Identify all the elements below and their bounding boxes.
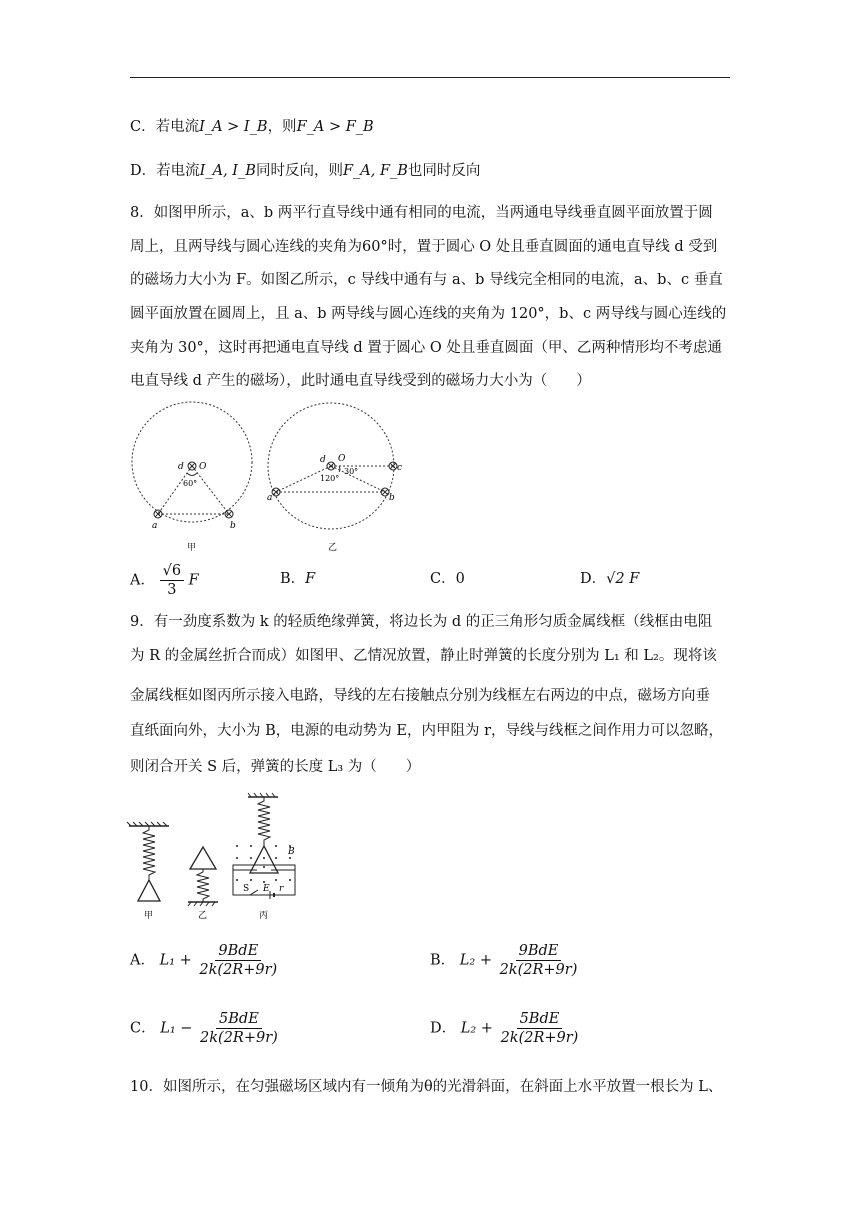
q9-line-3: 金属线框如图丙所示接入电路，导线的左右接触点分别为线框左右两边的中点，磁场方向垂 [130,688,710,704]
q8-line-4: 圆平面放置在圆周上，且 a、b 两导线与圆心连线的夹角为 120°，b、c 两导线与圆心连线的 [130,306,727,322]
q9-option-c: C． L₁ − $\frac{\text{5BdE}}{2k(2R+9r)}$ [130,1010,281,1047]
spring-cap-yi: 乙 [198,911,208,921]
q8-option-a-fraction: $\frac{√6}{3}$ [160,562,184,599]
wire-b-symbol-yi [381,488,389,496]
q9-option-a-fraction: $\frac{\text{9BdE}}{2k(2R+9r)}$ [199,943,278,978]
wire-d-symbol [188,462,196,470]
q8-line-5: 夹角为 30°，这时再把通电直导线 d 置于圆心 O 处且垂直圆面（甲、乙两种情形均不考虑通 [130,340,722,356]
wire-a-symbol [154,510,162,518]
jia-caption: 甲 [187,543,197,553]
q9-option-b-fraction: $\frac{\text{9BdE}}{2k(2R+9r)}$ [499,943,578,978]
spring-fig-bing [233,793,295,921]
spring-fig-jia [127,822,169,921]
yi-angle-120: 120° [320,474,340,483]
q9-option-c-fraction: $\frac{\text{5BdE}}{2k(2R+9r)}$ [200,1011,278,1046]
spring-cap-bing: 丙 [259,911,269,921]
jia-label-b: b [230,521,236,531]
q8-figure [125,400,415,555]
q9-option-b: B． L₂ + $\frac{\text{9BdE}}{2k(2R+9r)}$ [430,942,580,979]
bing-label-S: S [243,884,250,894]
q9-figure [125,790,315,925]
q8-option-b: B．F [280,571,316,587]
jia-label-O: O [199,462,207,472]
q9-line-4: 直纸面向外，大小为 B，电源的电动势为 E，内甲阻为 r，导线与线框之间作用力可以忽略， [130,723,723,739]
q8-option-d: D．√2 F [580,571,640,587]
jia-label-d: d [178,462,184,472]
yi-label-c: c [397,463,403,473]
q8-line-1: 8．如图甲所示，a、b 两平行直导线中通有相同的电流，当两通电导线垂直圆平面放置于圆 [130,205,713,221]
q10-line-1: 10．如图所示，在匀强磁场区域内有一倾角为θ的光滑斜面，在斜面上水平放置一根长为 L、 [130,1079,723,1095]
yi-label-d: d [320,455,326,465]
yi-label-b: b [389,493,395,503]
q8-line-6: 电直导线 d 产生的磁场），此时通电直导线受到的磁场力大小为（ ） [130,373,591,389]
yi-label-O: O [338,454,346,464]
q9-line-2: 为 R 的金属丝折合而成）如图甲、乙情况放置，静止时弹簧的长度分别为 L₁ 和 L₂。现将该 [130,648,717,664]
yi-label-a: a [267,493,273,503]
yi-caption: 乙 [328,543,338,553]
q7-option-c: C．若电流I_A > I_B，则F_A > F_B [130,119,374,135]
q8-line-2: 周上，且两导线与圆心连线的夹角为60°时，置于圆心 O 处且垂直圆面的通电直导线 d 受到 [130,239,718,255]
yi-angle-30: 30° [344,467,359,476]
jia-label-a: a [152,521,158,531]
jia-angle: 60° [183,479,198,488]
bing-label-B: B [288,847,295,857]
q7-option-d: D．若电流I_A, I_B同时反向，则F_A, F_B也同时反向 [130,163,481,179]
q8-option-a: A． $\frac{√6}{3}$ F [130,563,199,598]
q9-option-d-fraction: $\frac{\text{5BdE}}{2k(2R+9r)}$ [500,1011,579,1046]
q8-line-3: 的磁场力大小为 F。如图乙所示，c 导线中通有与 a、b 导线完全相同的电流，a、b、c 垂直 [130,272,723,288]
bing-label-r: r [279,884,284,894]
wire-a-symbol-yi [272,488,280,496]
q9-option-a: A． L₁ + $\frac{\text{9BdE}}{2k(2R+9r)}$ [130,942,280,979]
wire-c-symbol-yi [389,462,397,470]
q8-option-c: C．0 [430,571,465,587]
spring-cap-jia: 甲 [144,911,154,921]
q9-option-d: D． L₂ + $\frac{\text{5BdE}}{2k(2R+9r)}$ [430,1010,581,1047]
header-rule [130,77,730,78]
fig-yi [267,403,402,553]
spring-fig-yi [188,847,218,921]
wire-d-symbol-yi [327,462,335,470]
q9-line-5: 则闭合开关 S 后，弹簧的长度 L₃ 为（ ） [130,759,421,775]
q9-line-1: 9．有一劲度系数为 k 的轻质绝缘弹簧，将边长为 d 的正三角形匀质金属线框（线框由电阻 [130,614,713,630]
bing-label-E: E [263,884,270,894]
fig-jia [132,402,252,553]
